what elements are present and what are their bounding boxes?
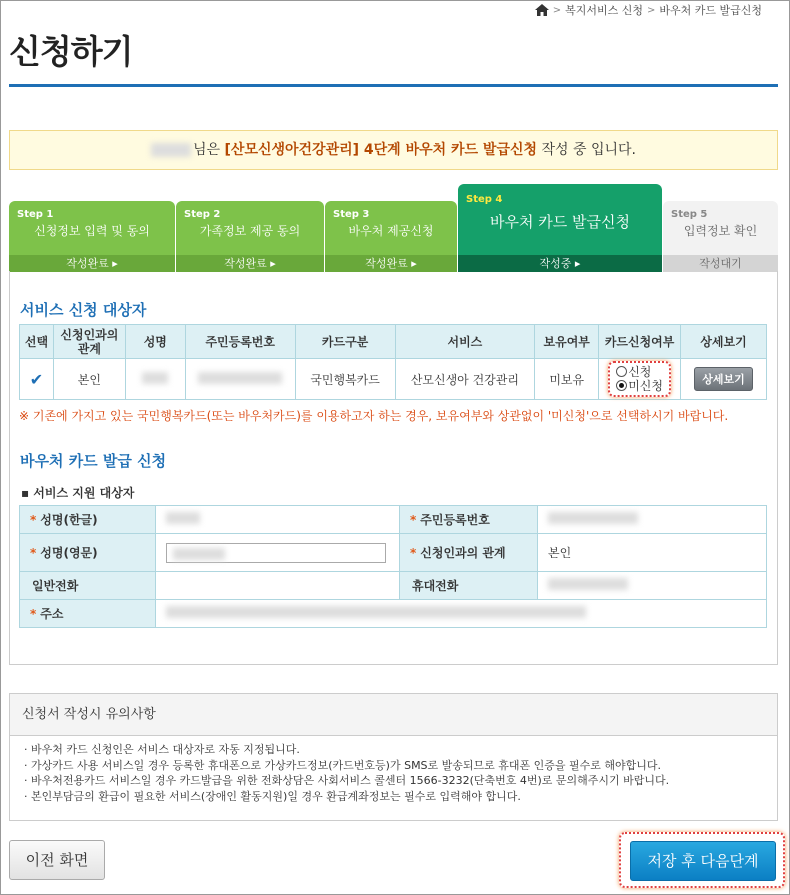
label-mobile: 휴대전화 bbox=[400, 572, 538, 600]
form-row bbox=[20, 506, 767, 534]
label-address bbox=[20, 600, 156, 628]
breadcrumb-separator: > bbox=[552, 4, 562, 16]
title-divider bbox=[9, 84, 778, 87]
select-cell[interactable] bbox=[20, 359, 54, 400]
step-number: Step 5 bbox=[671, 209, 708, 220]
required-star: * bbox=[30, 546, 37, 560]
col-rrn: 주민등록번호 bbox=[185, 325, 295, 359]
next-button-highlight bbox=[619, 832, 785, 888]
radio-not-apply[interactable] bbox=[616, 379, 663, 393]
step-name: 바우처 카드 발급신청 bbox=[490, 213, 630, 231]
step-status: 작성완료 ▸ bbox=[325, 255, 457, 272]
notes-title: 신청서 작성시 유의사항 bbox=[10, 694, 777, 736]
detail-cell bbox=[681, 359, 767, 400]
col-card-apply: 카드신청여부 bbox=[599, 325, 681, 359]
form-row bbox=[20, 572, 767, 600]
breadcrumb-item-voucher[interactable]: 바우처 카드 발급신청 bbox=[659, 4, 762, 17]
label-text: 성명(영문) bbox=[40, 546, 98, 560]
notice-highlight: [산모신생아건강관리] 4단계 바우처 카드 발급신청 bbox=[224, 142, 538, 158]
radio-not-apply-circle[interactable] bbox=[616, 380, 627, 391]
detail-view-button[interactable]: 상세보기 bbox=[694, 367, 753, 391]
blurred-english-name bbox=[173, 548, 225, 560]
blurred-address bbox=[166, 606, 586, 618]
issue-subtitle: ▪ 서비스 지원 대상자 bbox=[21, 486, 135, 500]
relation-cell: 본인 bbox=[53, 359, 125, 400]
value-mobile bbox=[538, 572, 767, 600]
home-icon[interactable] bbox=[535, 4, 549, 16]
card-warning-text: ※ 기존에 가지고 있는 국민행복카드(또는 바우처카드)를 이용하고자 하는 경우, 보유여부와 상관없이 '미신청'으로 선택하시기 바랍니다. bbox=[19, 409, 729, 423]
breadcrumb-item-welfare[interactable]: 복지서비스 신청 bbox=[565, 4, 643, 17]
list-item: · 바우처 카드 신청인은 서비스 대상자로 자동 지정됩니다. bbox=[24, 742, 777, 758]
col-detail: 상세보기 bbox=[681, 325, 767, 359]
step-number: Step 1 bbox=[17, 209, 54, 220]
step-name: 가족정보 제공 동의 bbox=[199, 224, 301, 238]
notes-panel bbox=[9, 693, 778, 821]
table-row bbox=[20, 359, 767, 400]
step-number: Step 2 bbox=[184, 209, 221, 220]
step-status: 작성완료 ▸ bbox=[9, 255, 175, 272]
label-name-kr bbox=[20, 506, 156, 534]
rrn-cell bbox=[185, 359, 295, 400]
required-star: * bbox=[410, 546, 417, 560]
list-item: · 바우처전용카드 서비스일 경우 카드발급을 위한 전화상담은 사회서비스 콜센터 1566-3232(단축번호 4번)로 문의해주시기 바랍니다. bbox=[24, 773, 777, 789]
step-number: Step 4 bbox=[466, 194, 503, 205]
card-apply-radio-group bbox=[608, 361, 671, 397]
radio-not-apply-label: 미신청 bbox=[628, 379, 663, 393]
issue-section-title: 바우처 카드 발급 신청 bbox=[20, 452, 167, 470]
radio-apply-label: 신청 bbox=[628, 365, 652, 379]
col-service: 서비스 bbox=[395, 325, 535, 359]
required-star: * bbox=[30, 607, 37, 621]
notes-list bbox=[10, 736, 777, 804]
service-target-table bbox=[19, 324, 767, 400]
has-card-cell: 미보유 bbox=[535, 359, 599, 400]
step-status: 작성완료 ▸ bbox=[176, 255, 324, 272]
breadcrumb bbox=[535, 2, 762, 18]
step-name: 신청정보 입력 및 동의 bbox=[34, 224, 150, 238]
card-apply-cell bbox=[599, 359, 681, 400]
blurred-name bbox=[166, 512, 200, 524]
value-name-kr bbox=[156, 506, 400, 534]
blurred-rrn bbox=[548, 512, 638, 524]
radio-apply[interactable] bbox=[616, 365, 651, 379]
value-name-en bbox=[156, 534, 400, 572]
step-name: 바우처 제공신청 bbox=[348, 224, 434, 238]
label-text: 성명(한글) bbox=[40, 513, 98, 527]
col-name: 성명 bbox=[125, 325, 185, 359]
notice-rest: 작성 중 입니다. bbox=[541, 142, 636, 158]
value-phone bbox=[156, 572, 400, 600]
blurred-rrn bbox=[198, 372, 282, 384]
value-address bbox=[156, 600, 767, 628]
radio-apply-circle[interactable] bbox=[616, 366, 627, 377]
required-star: * bbox=[410, 513, 417, 527]
step-status: 작성중 ▸ bbox=[458, 255, 662, 272]
list-item: · 가상카드 사용 서비스일 경우 등록한 휴대폰으로 가상카드정보(카드번호등)가 SMS로 발송되므로 휴대폰 인증을 필수로 해야합니다. bbox=[24, 758, 777, 774]
save-next-button[interactable]: 저장 후 다음단계 bbox=[630, 841, 776, 881]
col-select: 선택 bbox=[20, 325, 54, 359]
blurred-user-name bbox=[151, 143, 191, 157]
blurred-mobile bbox=[548, 578, 628, 590]
label-text: 주민등록번호 bbox=[420, 513, 490, 527]
step-2 bbox=[176, 201, 324, 272]
step-3 bbox=[325, 201, 457, 272]
progress-notice bbox=[9, 130, 778, 170]
service-cell: 산모신생아 건강관리 bbox=[395, 359, 535, 400]
required-star: * bbox=[30, 513, 37, 527]
step-indicator bbox=[9, 184, 778, 272]
check-icon: ✔ bbox=[29, 369, 44, 389]
prev-screen-button[interactable]: 이전 화면 bbox=[9, 840, 105, 880]
label-text: 주소 bbox=[40, 607, 64, 621]
issue-form-table bbox=[19, 505, 767, 628]
step-1 bbox=[9, 201, 175, 272]
list-item: · 본인부담금의 환급이 필요한 서비스(장애인 활동지원)일 경우 환급계좌정보는 필수로 입력해야 합니다. bbox=[24, 789, 777, 805]
col-card-type: 카드구분 bbox=[295, 325, 395, 359]
name-cell bbox=[125, 359, 185, 400]
card-type-cell: 국민행복카드 bbox=[295, 359, 395, 400]
step-number: Step 3 bbox=[333, 209, 370, 220]
service-section-title: 서비스 신청 대상자 bbox=[20, 301, 147, 319]
col-has-card: 보유여부 bbox=[535, 325, 599, 359]
english-name-input[interactable] bbox=[166, 543, 386, 563]
label-name-en bbox=[20, 534, 156, 572]
step-status: 작성대기 bbox=[663, 255, 778, 272]
label-phone: 일반전화 bbox=[20, 572, 156, 600]
value-relation: 본인 bbox=[538, 534, 767, 572]
table-header-row bbox=[20, 325, 767, 359]
notice-suffix: 님은 bbox=[193, 142, 221, 158]
value-rrn bbox=[538, 506, 767, 534]
form-row bbox=[20, 600, 767, 628]
breadcrumb-separator: > bbox=[646, 4, 656, 16]
step-5 bbox=[663, 201, 778, 272]
step-name: 입력정보 확인 bbox=[683, 224, 758, 238]
page-title: 신청하기 bbox=[9, 32, 133, 71]
label-relation bbox=[400, 534, 538, 572]
label-rrn bbox=[400, 506, 538, 534]
step-4 bbox=[458, 184, 662, 270]
label-text: 신청인과의 관계 bbox=[420, 546, 506, 560]
col-relation: 신청인과의 관계 bbox=[53, 325, 125, 359]
form-row bbox=[20, 534, 767, 572]
blurred-name bbox=[142, 372, 168, 384]
